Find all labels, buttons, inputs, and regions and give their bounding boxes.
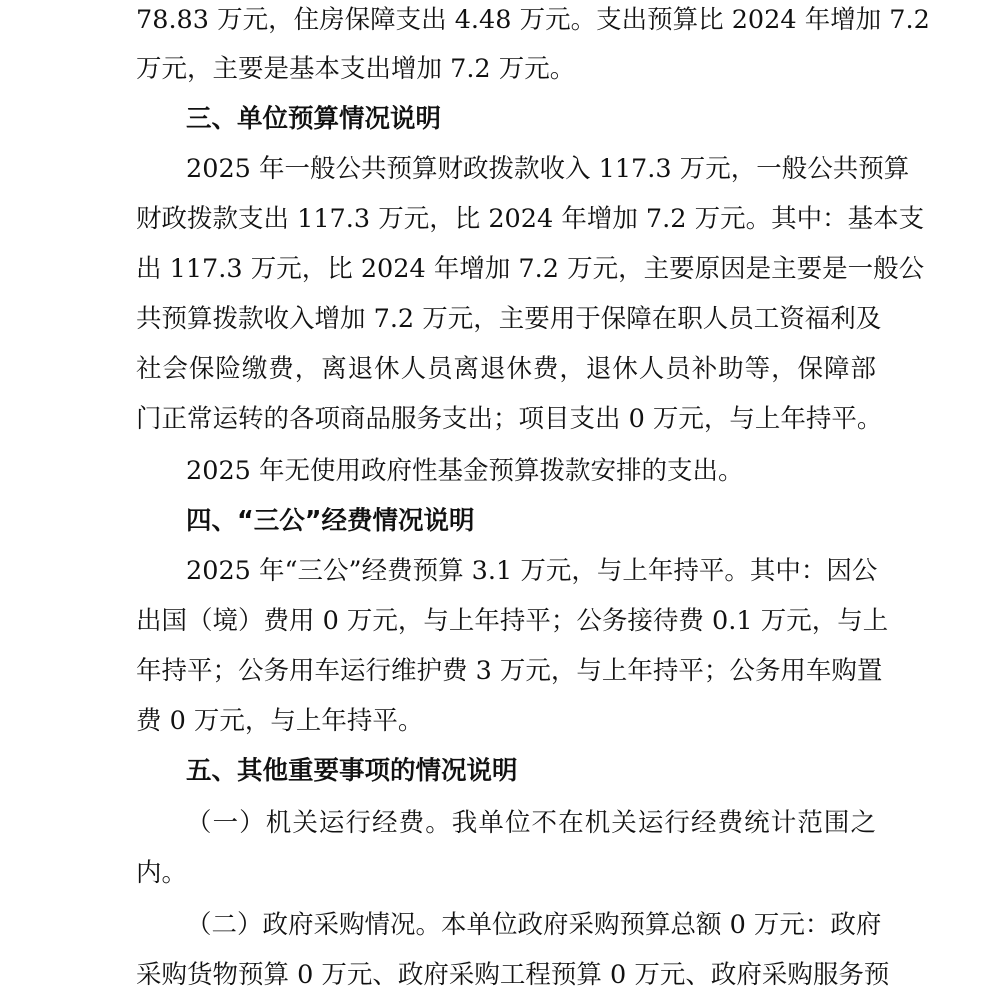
paragraph-line: 出国（境）费用 0 万元，与上年持平；公务接待费 0.1 万元，与上 [136, 606, 889, 636]
paragraph-line: （二）政府采购情况。本单位政府采购预算总额 0 万元：政府 [186, 910, 882, 940]
paragraph-line: 费 0 万元，与上年持平。 [136, 706, 424, 736]
paragraph-line: 社会保险缴费，离退休人员离退休费，退休人员补助等，保障部 [136, 354, 876, 384]
paragraph-line: 共预算拨款收入增加 7.2 万元，主要用于保障在职人员工资福利及 [136, 304, 882, 334]
paragraph-line: 出 117.3 万元，比 2024 年增加 7.2 万元，主要原因是主要是一般公 [136, 254, 925, 284]
paragraph-line: 采购货物预算 0 万元、政府采购工程预算 0 万元、政府采购服务预 [136, 960, 890, 990]
paragraph-line: 内。 [136, 858, 188, 888]
paragraph-line: （一）机关运行经费。我单位不在机关运行经费统计范围之 [186, 808, 876, 838]
section-heading-unit-budget: 三、单位预算情况说明 [186, 104, 442, 134]
paragraph-line: 2025 年“三公”经费预算 3.1 万元，与上年持平。其中：因公 [186, 556, 878, 586]
paragraph-line: 78.83 万元，住房保障支出 4.48 万元。支出预算比 2024 年增加 7.2 [136, 5, 930, 35]
paragraph-line: 2025 年无使用政府性基金预算拨款安排的支出。 [186, 456, 744, 486]
paragraph-line: 财政拨款支出 117.3 万元，比 2024 年增加 7.2 万元。其中：基本支 [136, 204, 925, 234]
paragraph-line: 万元，主要是基本支出增加 7.2 万元。 [136, 54, 576, 84]
section-heading-other-matters: 五、其他重要事项的情况说明 [186, 756, 518, 786]
paragraph-line: 年持平；公务用车运行维护费 3 万元，与上年持平；公务用车购置 [136, 656, 883, 686]
paragraph-line: 2025 年一般公共预算财政拨款收入 117.3 万元，一般公共预算 [186, 154, 910, 184]
paragraph-line: 门正常运转的各项商品服务支出；项目支出 0 万元，与上年持平。 [136, 404, 883, 434]
section-heading-three-public: 四、“三公”经费情况说明 [186, 506, 475, 536]
